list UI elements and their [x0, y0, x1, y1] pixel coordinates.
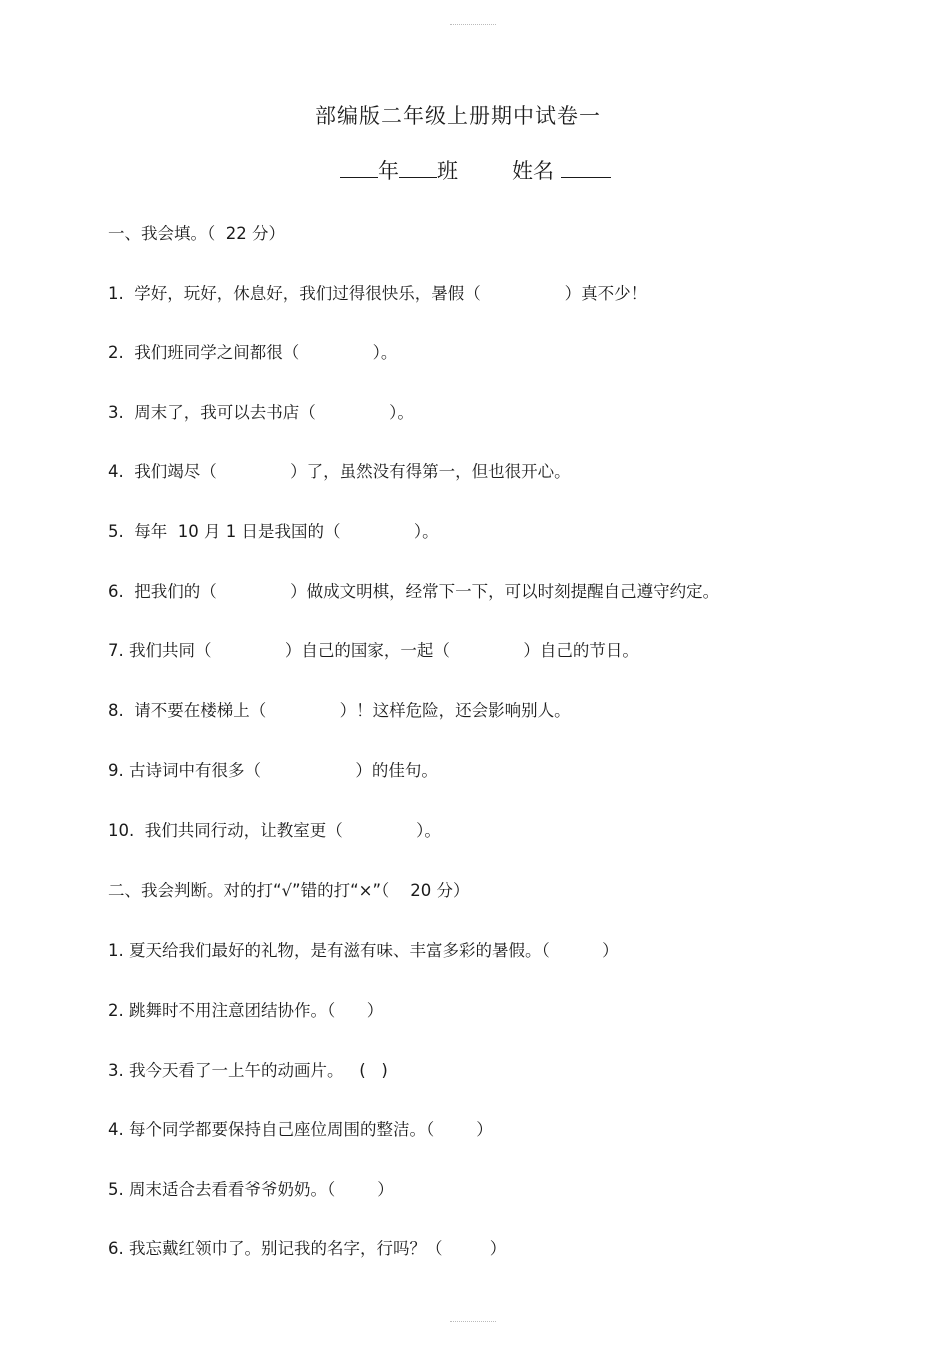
section1-item-5: 5. 每年 10 月 1 日是我国的（ ）。 [108, 522, 439, 541]
section1-item-8: 8. 请不要在楼梯上（ ）！这样危险，还会影响别人。 [108, 701, 571, 720]
exam-title: 部编版二年级上册期中试卷一 [315, 104, 601, 128]
grade-blank[interactable] [340, 157, 378, 178]
class-blank[interactable] [399, 157, 437, 178]
section2-item-1: 1. 夏天给我们最好的礼物，是有滋有味、丰富多彩的暑假。（ ） [108, 941, 619, 960]
section2-item-4: 4. 每个同学都要保持自己座位周围的整洁。（ ） [108, 1120, 493, 1139]
name-blank[interactable] [561, 157, 611, 178]
section2-item-2: 2. 跳舞时不用注意团结协作。（ ） [108, 1001, 384, 1020]
section1-item-4: 4. 我们竭尽（ ）了，虽然没有得第一，但也很开心。 [108, 462, 571, 481]
section2-item-6: 6. 我忘戴红领巾了。别记我的名字，行吗？（ ） [108, 1239, 507, 1258]
grade-label: 年 [378, 159, 399, 183]
section1-heading: 一、我会填。（ 22 分） [108, 224, 285, 243]
section2-item-3: 3. 我今天看了一上午的动画片。 ( ) [108, 1061, 388, 1080]
student-info-line [340, 155, 611, 185]
section2-item-5: 5. 周末适合去看看爷爷奶奶。（ ） [108, 1180, 394, 1199]
section2-heading: 二、我会判断。对的打“√”错的打“×”（ 20 分） [108, 881, 470, 900]
section1-item-10: 10. 我们共同行动，让教室更（ ）。 [108, 821, 441, 840]
section1-item-9: 9. 古诗词中有很多（ ）的佳句。 [108, 761, 438, 780]
section1-item-2: 2. 我们班同学之间都很（ ）。 [108, 343, 398, 362]
class-label: 班 [437, 159, 458, 183]
section1-item-6: 6. 把我们的（ ）做成文明棋，经常下一下，可以时刻提醒自己遵守约定。 [108, 582, 720, 601]
header-mark [450, 24, 496, 25]
section1-item-1: 1. 学好，玩好，休息好，我们过得很快乐，暑假（ ）真不少！ [108, 284, 648, 303]
section1-item-7: 7. 我们共同（ ）自己的国家，一起（ ）自己的节日。 [108, 641, 639, 660]
section1-item-3: 3. 周末了，我可以去书店（ ）。 [108, 403, 414, 422]
name-label: 姓名 [512, 159, 554, 183]
footer-mark [450, 1321, 496, 1322]
